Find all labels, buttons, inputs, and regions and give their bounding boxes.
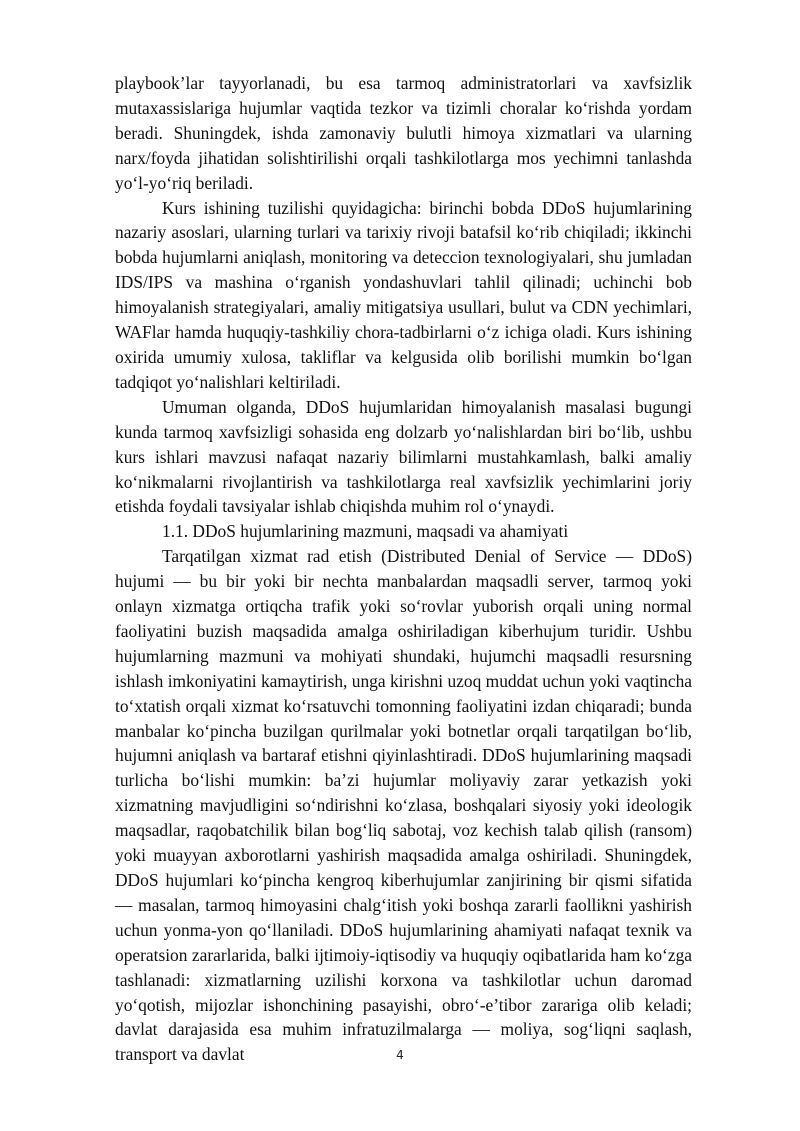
paragraph-continued: playbook’lar tayyorlanadi, bu esa tarmoq administratorlari va xavfsizlik mutaxassislariga hujumlar vaqtida tezkor va tizimli choralar ko‘rishda yordam beradi. Shuningdek, ishda zamonaviy bulutli himoya xizmatlari va ularning narx/foyda jihatidan solishtirilishi orqali tashkilotlarga mos yechimni tanlashda yo‘l-yo‘riq beriladi. <box>115 73 692 193</box>
paragraph-ddos-definition: Tarqatilgan xizmat rad etish (Distributed Denial of Service — DDoS) hujumi — bu bir yoki bir nechta manbalardan maqsadli server, tarmoq yoki onlayn xizmatga ortiqcha trafik yoki so‘rovlar yuborish orqali uning normal faoliyatini buzish maqsadida amalga oshiriladigan kiberhujum turidir. Ushbu hujumlarning mazmuni va mohiyati shundaki, hujumchi maqsadli resursning ishlash imkoniyatini kamaytirish, unga kirishni uzoq muddat uchun yoki vaqtincha to‘xtatish orqali xizmat ko‘rsatuvchi tomonning faoliyatini izdan chiqaradi; bunda manbalar ko‘pincha buzilgan qurilmalar yoki botnetlar orqali tarqatilgan bo‘lib, hujumni aniqlash va bartaraf etishni qiyinlashtiradi. DDoS hujumlarining maqsadi turlicha bo‘lishi mumkin: ba’zi hujumlar moliyaviy zarar yetkazish yoki xizmatning mavjudligini so‘ndirishni ko‘zlasa, boshqalari siyosiy yoki ideologik maqsadlar, raqobatchilik bilan bog‘liq sabotaj, voz kechish talab qilish (ransom) yoki muayyan axborotlarni yashirish maqsadida amalga oshiriladi. Shuningdek, DDoS hujumlari ko‘pincha kengroq kiberhujumlar zanjirining bir qismi sifatida — masalan, tarmoq himoyasini chalg‘itish yoki boshqa zararli faollikni yashirish uchun yonma-yon qo‘llaniladi. DDoS hujumlarining ahamiyati nafaqat texnik va operatsion zararlarida, balki ijtimoiy-iqtisodiy va huquqiy oqibatlarida ham ko‘zga tashlanadi: xizmatlarning uzilishi korxona va tashkilotlar uchun daromad yo‘qotish, mijozlar ishonchining pasayishi, obro‘-e’tibor zarariga olib keladi; davlat darajasida esa muhim infratuzilmalarga — moliya, sog‘liqni saqlash, transport va davlat <box>115 546 692 1065</box>
document-page <box>115 71 692 1067</box>
paragraph-summary: Umuman olganda, DDoS hujumlaridan himoyalanish masalasi bugungi kunda tarmoq xavfsizligi sohasida eng dolzarb yo‘nalishlardan biri bo‘lib, ushbu kurs ishlari mavzusi nafaqat nazariy bilimlarni mustahkamlash, balki amaliy ko‘nikmalarni rivojlantirish va tashkilotlarga real xavfsizlik yechimlarini joriy etishda foydali tavsiyalar ishlab chiqishda muhim rol o‘ynaydi. <box>115 396 692 517</box>
section-heading: 1.1. DDoS hujumlarining mazmuni, maqsadi va ahamiyati <box>162 521 569 542</box>
paragraph-structure: Kurs ishining tuzilishi quyidagicha: birinchi bobda DDoS hujumlarining nazariy asoslari, ularning turlari va tarixiy rivoji batafsil ko‘rib chiqiladi; ikkinchi bobda hujumlarni aniqlash, monitoring va deteccion texnologiyalari, shu jumladan IDS/IPS va mashina o‘rganish yondashuvlari tahlil qilinadi; uchinchi bob himoyalanish strategiyalari, amaliy mitigatsiya usullari, bulut va CDN yechimlari, WAFlar hamda huquqiy-tashkiliy chora-tadbirlarni o‘z ichiga oladi. Kurs ishining oxirida umumiy xulosa, takliflar va kelgusida olib borilishi mumkin bo‘lgan tadqiqot yo‘nalishlari keltiriladi. <box>115 197 692 392</box>
page-number: 4 <box>396 1048 404 1062</box>
